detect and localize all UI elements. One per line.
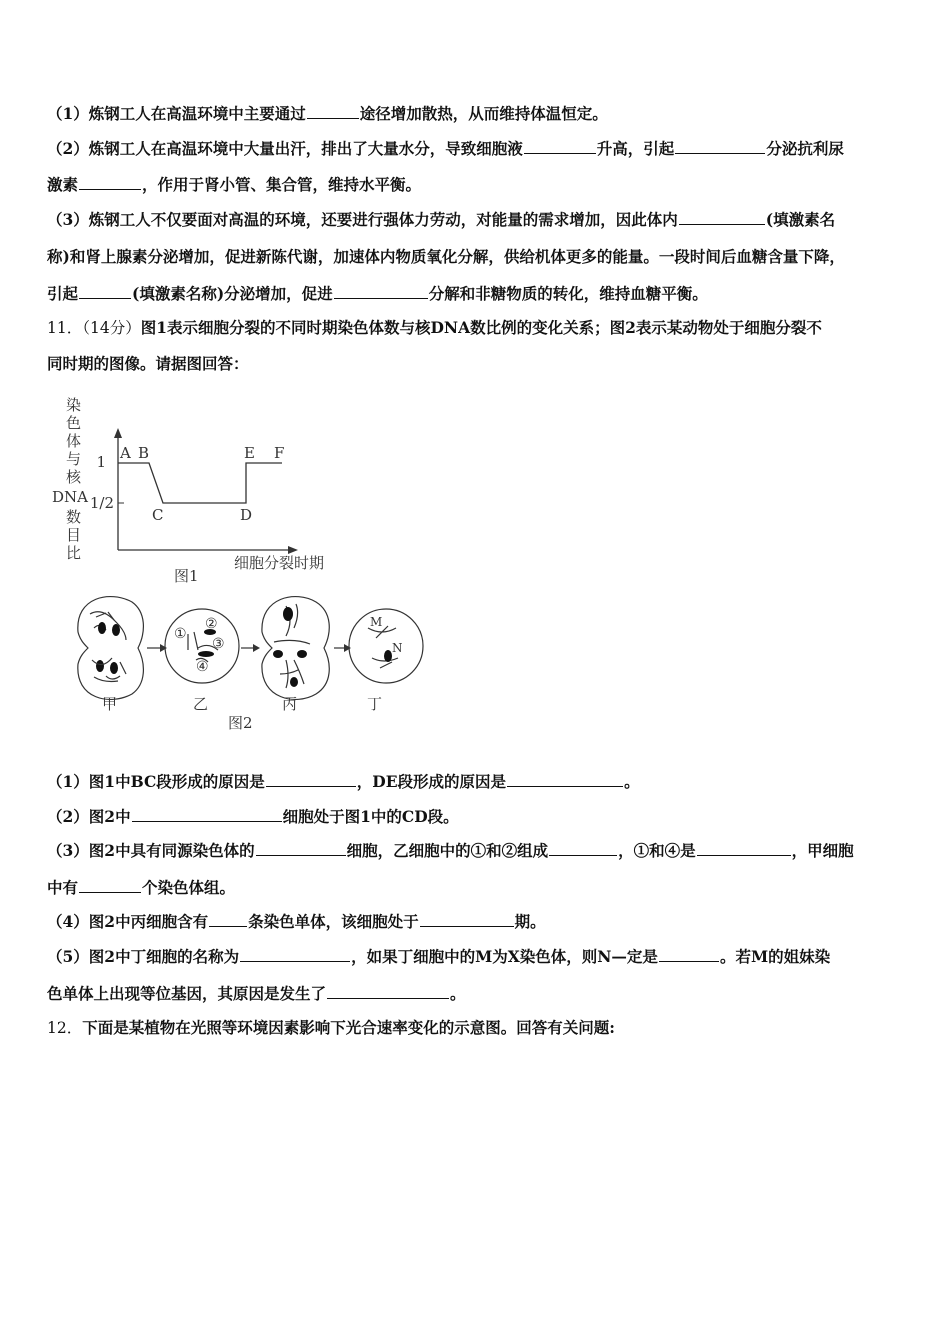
q11-s2-text-a: （2）图2中 <box>47 807 131 826</box>
cell-label-bing: 丙 <box>282 695 298 713</box>
fig1-point-c: C <box>152 506 164 524</box>
q11-s4-text-a: （4）图2中丙细胞含有 <box>47 912 209 931</box>
answer-blank[interactable] <box>79 878 141 893</box>
q10-part3-cont2 <box>47 282 708 304</box>
cell-label-jia: 甲 <box>102 695 118 713</box>
answer-blank[interactable] <box>209 912 247 927</box>
fig1-point-a: A <box>120 444 131 462</box>
q10-part3-cont <box>47 245 845 267</box>
answer-blank[interactable] <box>420 912 514 927</box>
fig1-point-e: E <box>244 444 255 462</box>
q11-stem-text-a: 图1表示细胞分裂的不同时期染色体数与核DNA数比例的变化关系；图2表示某动物处于细胞分裂不 <box>140 318 822 337</box>
q11-sub3-cont <box>47 876 235 898</box>
q11-stem-cont <box>47 352 249 374</box>
yi-mark-3: ③ <box>212 636 225 652</box>
q10-part2-cont <box>47 173 421 195</box>
q11-s5-text-b: ，如果丁细胞中的M为X染色体，则N—定是 <box>351 947 658 966</box>
q10-p2b-text-a: 激素 <box>47 175 79 194</box>
ding-chrom-m: M <box>370 615 383 629</box>
fig1-x-axis-label: 细胞分裂时期 <box>234 554 325 572</box>
q10-p3c-text-a: 引起 <box>47 284 79 303</box>
q10-p3-text-a: （3）炼钢工人不仅要面对高温的环境，还要进行强体力劳动，对能量的需求增加，因此体内 <box>47 210 678 229</box>
q10-part1 <box>47 102 608 124</box>
fig1-y-label-char: 体 <box>66 432 82 450</box>
fig1-y-label-char: 目 <box>66 526 82 544</box>
figure-2-cells <box>78 597 423 700</box>
q11-s5-text-a: （5）图2中丁细胞的名称为 <box>47 947 240 966</box>
answer-blank[interactable] <box>327 984 449 999</box>
figure-svg <box>50 392 430 742</box>
answer-blank[interactable] <box>549 841 617 856</box>
q11-sub4 <box>47 910 546 932</box>
q10-p1-text-b: 途径增加散热，从而维持体温恒定。 <box>359 104 608 123</box>
cell-label-yi: 乙 <box>193 695 209 713</box>
q11-sub2 <box>47 805 459 827</box>
q10-p2-text-b: 升高，引起 <box>596 139 675 158</box>
cell-label-ding: 丁 <box>367 695 383 713</box>
q11-stem <box>47 316 822 338</box>
answer-blank[interactable] <box>334 284 428 299</box>
q12-stem <box>47 1016 615 1038</box>
answer-blank[interactable] <box>256 841 346 856</box>
fig1-y-arrow <box>114 428 122 438</box>
q11-s3-text-d: ，甲细胞 <box>791 841 854 860</box>
q11-sub5 <box>47 945 830 967</box>
fig1-y-label-char: 数 <box>66 508 82 526</box>
q10-p3c-text-b: (填激素名称)分泌增加，促进 <box>132 284 333 303</box>
q11-s5-text-c: 。若M的姐妹染 <box>719 947 831 966</box>
q10-p2b-text-b: ，作用于肾小管、集合管，维持水平衡。 <box>142 175 422 194</box>
fig1-point-f: F <box>274 444 285 462</box>
fig1-caption: 图1 <box>174 567 199 585</box>
cell-jia <box>78 597 144 700</box>
answer-blank[interactable] <box>697 841 791 856</box>
fig1-x-arrow <box>288 546 298 554</box>
fig1-curve <box>118 463 282 503</box>
answer-blank[interactable] <box>524 139 596 154</box>
fig1-y-label-char: 核 <box>66 468 82 486</box>
fig1-y-label-char: 比 <box>66 544 82 562</box>
q11-number: 11．（14分） <box>47 319 141 337</box>
answer-blank[interactable] <box>675 139 765 154</box>
q11-s5b-text-a: 色单体上出现等位基因，其原因是发生了 <box>47 984 327 1003</box>
cell-bing <box>262 597 329 700</box>
fig1-y-label-char: 与 <box>66 450 82 468</box>
ding-chrom-n: N <box>392 641 403 655</box>
q11-s4-text-b: 条染色单体，该细胞处于 <box>248 912 419 931</box>
q11-s3b-text-b: 个染色体组。 <box>142 878 236 897</box>
fig1-y-label-char: DNA <box>52 488 88 506</box>
q10-p3c-text-c: 分解和非糖物质的转化，维持血糖平衡。 <box>428 284 708 303</box>
q11-sub1 <box>47 770 640 792</box>
q12-text: 下面是某植物在光照等环境因素影响下光合速率变化的示意图。回答有关问题: <box>82 1018 615 1037</box>
q10-part2 <box>47 137 844 159</box>
q10-p2-text-a: （2）炼钢工人在高温环境中大量出汗，排出了大量水分，导致细胞液 <box>47 139 523 158</box>
q11-s3b-text-a: 中有 <box>47 878 79 897</box>
answer-blank[interactable] <box>79 175 141 190</box>
q11-sub3 <box>47 839 854 861</box>
q10-p1-text-a: （1）炼钢工人在高温环境中主要通过 <box>47 104 306 123</box>
q10-p3-text-b: (填激素名 <box>765 210 836 229</box>
q11-s3-text-a: （3）图2中具有同源染色体的 <box>47 841 255 860</box>
q10-p3b-text: 称)和肾上腺素分泌增加，促进新陈代谢，加速体内物质氧化分解，供给机体更多的能量。一段时间后血糖含量下降， <box>47 247 845 266</box>
q11-s2-text-b: 细胞处于图1中的CD段。 <box>282 807 459 826</box>
q11-figures <box>50 392 430 746</box>
q11-s3-text-c: ，①和④是 <box>618 841 696 860</box>
fig2-caption: 图2 <box>228 714 253 732</box>
fig1-tick-half: 1/2 <box>89 494 114 512</box>
answer-blank[interactable] <box>679 210 765 225</box>
q10-part3 <box>47 208 835 230</box>
q11-s3-text-b: 细胞，乙细胞中的①和②组成 <box>346 841 549 860</box>
q10-p2-text-c: 分泌抗利尿 <box>766 139 844 158</box>
q12-number: 12． <box>47 1019 83 1037</box>
yi-mark-1: ① <box>174 626 187 642</box>
fig1-y-label-char: 色 <box>66 414 82 432</box>
figure-1-chart <box>52 396 324 585</box>
q11-s1-text-a: （1）图1中BC段形成的原因是 <box>47 772 265 791</box>
q11-sub5-cont <box>47 982 466 1004</box>
answer-blank[interactable] <box>240 947 350 962</box>
answer-blank[interactable] <box>266 772 356 787</box>
fig1-point-d: D <box>240 506 253 524</box>
fig1-y-label-char: 染 <box>66 396 82 414</box>
answer-blank[interactable] <box>659 947 719 962</box>
answer-blank[interactable] <box>507 772 623 787</box>
fig1-y-axis-label <box>52 396 88 562</box>
answer-blank[interactable] <box>79 284 131 299</box>
q11-s1-text-c: 。 <box>624 772 640 791</box>
fig1-tick-1: 1 <box>96 453 106 471</box>
q11-s5b-text-b: 。 <box>450 984 466 1003</box>
answer-blank[interactable] <box>132 807 282 822</box>
fig1-point-b: B <box>138 444 150 462</box>
q11-s1-text-b: ，DE段形成的原因是 <box>356 772 507 791</box>
yi-mark-4: ④ <box>196 659 209 675</box>
yi-mark-2: ② <box>205 616 218 632</box>
answer-blank[interactable] <box>307 104 359 119</box>
q11-stem-text-b: 同时期的图像。请据图回答： <box>47 354 249 373</box>
q11-s4-text-c: 期。 <box>514 912 546 931</box>
cell-ding <box>349 609 423 683</box>
figure-2-labels <box>102 615 403 732</box>
